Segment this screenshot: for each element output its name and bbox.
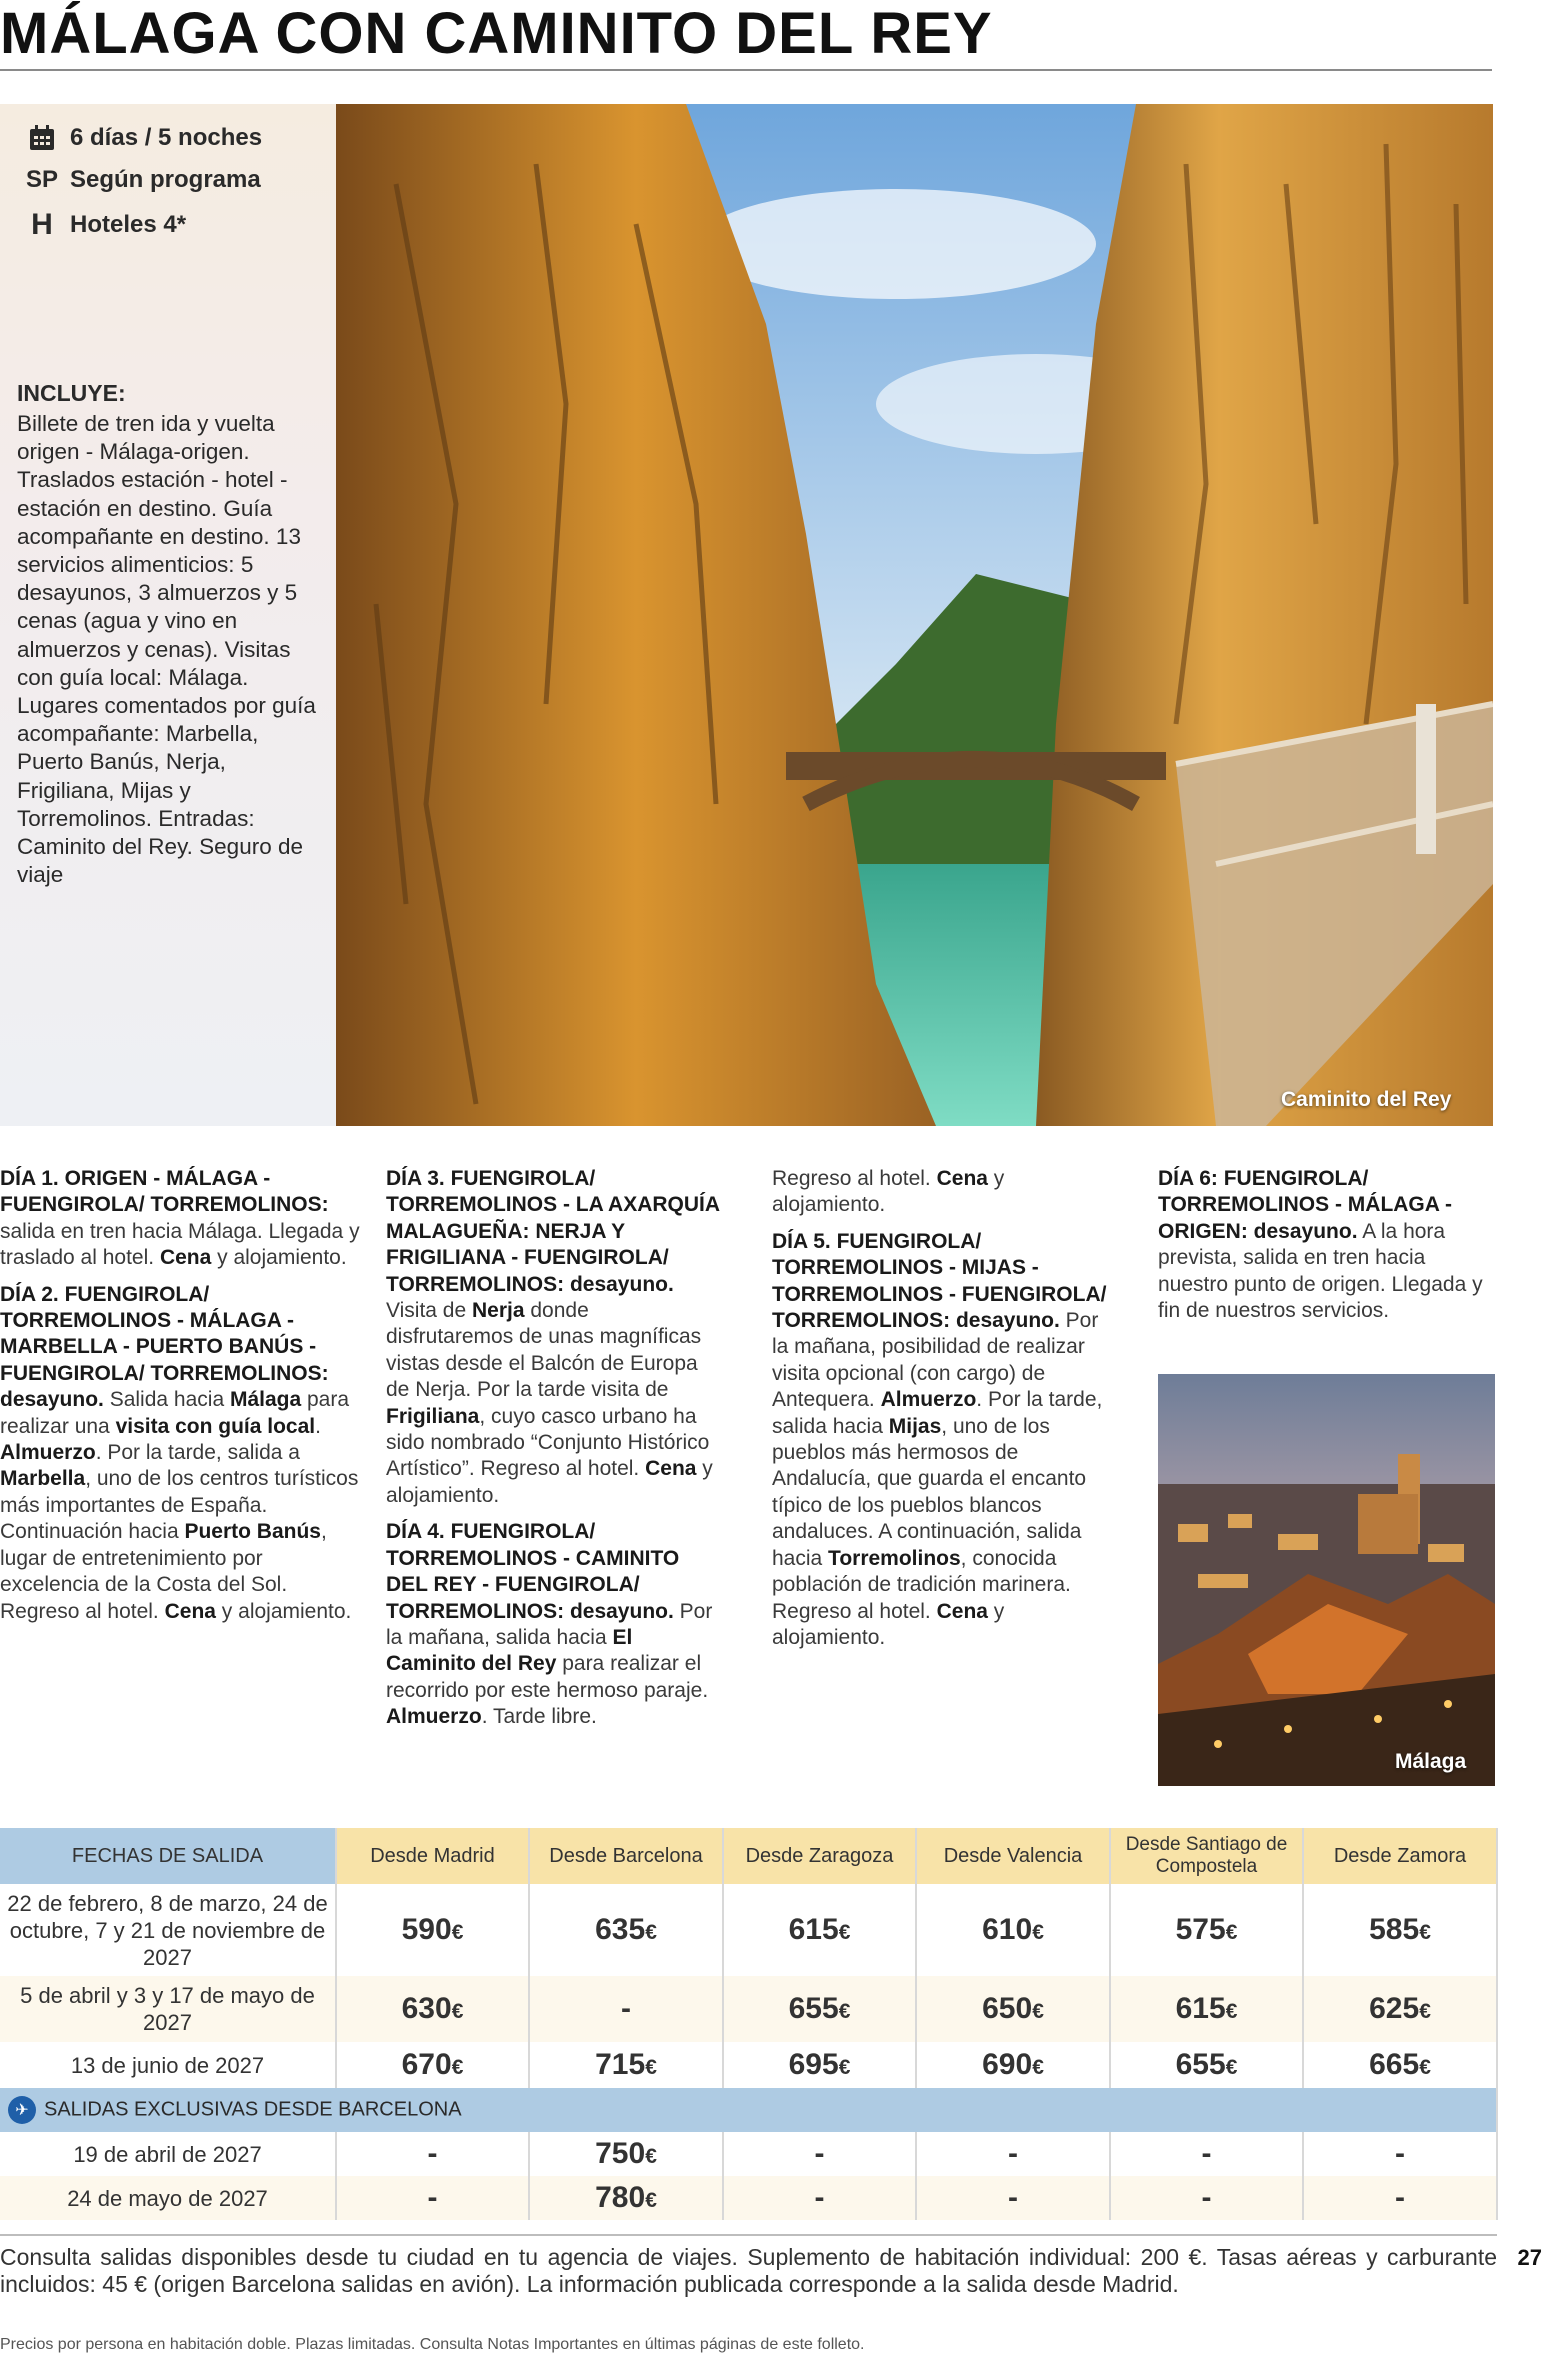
- price-cell: -: [336, 2132, 529, 2176]
- table-row: [0, 2042, 1497, 2088]
- itinerary-col-4: [1158, 1166, 1495, 1334]
- footer-disclaimer: Precios por persona en habitación doble. Plazas limitadas. Consulta Notas Importantes en últimas páginas de este folleto.: [0, 2336, 865, 2353]
- price-cell: 715€: [529, 2042, 723, 2088]
- header-city: Desde Zamora: [1303, 1828, 1497, 1884]
- table-row: [0, 2132, 1497, 2176]
- day-5: DÍA 5. FUENGIROLA/ TORREMOLINOS - MIJAS - TORREMOLINOS - FUENGIROLA/ TORREMOLINOS: desayuno. Por la mañana, posibilidad de realizar visita opcional (con cargo) de Antequera. Almuerzo. Por la tarde, salida hacia Mijas, uno de los pueblos más hermosos de Andalucía, que guarda el encanto típico de los pueblos blancos andaluces. A continuación, salida hacia Torremolinos, conocida población de tradición marinera. Regreso al hotel. Cena y alojamiento.: [772, 1229, 1107, 1649]
- title-divider: [0, 69, 1492, 71]
- table-row: [0, 2176, 1497, 2220]
- price-cell: 590€: [336, 1884, 529, 1976]
- program-text: Según programa: [70, 166, 261, 193]
- malaga-caption: Málaga: [1395, 1750, 1467, 1773]
- itinerary-col-3: [772, 1166, 1117, 1661]
- departure-date: 13 de junio de 2027: [0, 2042, 336, 2088]
- duration-spec: [24, 124, 262, 152]
- price-cell: -: [1110, 2132, 1303, 2176]
- price-cell: 615€: [723, 1884, 916, 1976]
- hotel-text: Hoteles 4*: [70, 211, 187, 238]
- price-cell: -: [529, 1976, 723, 2042]
- program-spec: [24, 166, 261, 194]
- price-cell: -: [723, 2132, 916, 2176]
- itinerary-col-2: [386, 1166, 721, 1741]
- plane-icon: ✈: [8, 2096, 36, 2124]
- price-cell: 635€: [529, 1884, 723, 1976]
- price-cell: 670€: [336, 2042, 529, 2088]
- price-cell: 780€: [529, 2176, 723, 2220]
- price-cell: 690€: [916, 2042, 1110, 2088]
- price-cell: 665€: [1303, 2042, 1497, 2088]
- exclusive-label: SALIDAS EXCLUSIVAS DESDE BARCELONA: [44, 2098, 462, 2121]
- header-city: Desde Barcelona: [529, 1828, 723, 1884]
- price-cell: -: [1303, 2132, 1497, 2176]
- day-6: DÍA 6: FUENGIROLA/ TORREMOLINOS - MÁLAGA - ORIGEN: desayuno. A la hora prevista, salida en tren hacia nuestro punto de origen. Llegada y fin de nuestros servicios.: [1158, 1167, 1483, 1323]
- calendar-icon: [24, 124, 60, 152]
- price-cell: 625€: [1303, 1976, 1497, 2042]
- duration-text: 6 días / 5 noches: [70, 124, 263, 151]
- price-cell: 630€: [336, 1976, 529, 2042]
- table-row: [0, 1884, 1497, 1976]
- departure-date: 19 de abril de 2027: [0, 2132, 336, 2176]
- day-4-continued: Regreso al hotel. Cena y alojamiento.: [772, 1167, 1005, 1217]
- departure-date: 22 de febrero, 8 de marzo, 24 de octubre, 7 y 21 de noviembre de 2027: [0, 1884, 336, 1976]
- header-city: Desde Santiago de Compostela: [1110, 1828, 1303, 1884]
- header-city: Desde Valencia: [916, 1828, 1110, 1884]
- price-cell: 575€: [1110, 1884, 1303, 1976]
- hero-caption: Caminito del Rey: [1281, 1088, 1452, 1111]
- day-4: DÍA 4. FUENGIROLA/ TORREMOLINOS - CAMINITO DEL REY - FUENGIROLA/ TORREMOLINOS: desayuno. Por la mañana, salida hacia El Caminito del Rey para realizar el recorrido por este hermoso paraje. Almuerzo. Tarde libre.: [386, 1520, 713, 1729]
- hotel-spec: [24, 208, 186, 242]
- sp-icon: SP: [25, 166, 58, 193]
- caminito-photo: [336, 104, 1493, 1126]
- day-3: DÍA 3. FUENGIROLA/ TORREMOLINOS - LA AXARQUÍA MALAGUEÑA: NERJA Y FRIGILIANA - FUENGIROLA/ TORREMOLINOS: desayuno. Visita de Nerja donde disfrutaremos de unas magníficas vistas desde el Balcón de Europa de Nerja. Por la tarde visita de Frigiliana, cuyo casco urbano ha sido nombrado “Conjunto Histórico Artístico”. Regreso al hotel. Cena y alojamiento.: [386, 1167, 720, 1507]
- price-cell: 750€: [529, 2132, 723, 2176]
- page-title: MÁLAGA CON CAMINITO DEL REY: [0, 1, 993, 66]
- price-table: [0, 1828, 1498, 2220]
- price-cell: 615€: [1110, 1976, 1303, 2042]
- notes-divider: [0, 2234, 1497, 2236]
- price-cell: -: [1303, 2176, 1497, 2220]
- header-dates: FECHAS DE SALIDA: [0, 1828, 336, 1884]
- price-cell: 585€: [1303, 1884, 1497, 1976]
- header-city: Desde Madrid: [336, 1828, 529, 1884]
- hotel-icon: H: [31, 208, 53, 241]
- price-cell: -: [916, 2176, 1110, 2220]
- table-row: [0, 1976, 1497, 2042]
- itinerary-col-1: [0, 1166, 360, 1635]
- day-1: DÍA 1. ORIGEN - MÁLAGA - FUENGIROLA/ TORREMOLINOS: salida en tren hacia Málaga. Llegada y traslado al hotel. Cena y alojamiento.: [0, 1167, 360, 1270]
- price-cell: -: [1110, 2176, 1303, 2220]
- includes-heading: INCLUYE:: [17, 380, 126, 406]
- info-panel: [0, 104, 336, 1126]
- departure-date: 24 de mayo de 2027: [0, 2176, 336, 2220]
- header-city: Desde Zaragoza: [723, 1828, 916, 1884]
- malaga-photo: [1158, 1374, 1495, 1786]
- page-number: 27: [1517, 2245, 1542, 2270]
- price-cell: 655€: [1110, 2042, 1303, 2088]
- price-cell: 610€: [916, 1884, 1110, 1976]
- price-cell: 655€: [723, 1976, 916, 2042]
- price-cell: -: [723, 2176, 916, 2220]
- price-cell: -: [916, 2132, 1110, 2176]
- day-2: DÍA 2. FUENGIROLA/ TORREMOLINOS - MÁLAGA - MARBELLA - PUERTO BANÚS - FUENGIROLA/ TORREMOLINOS: desayuno. Salida hacia Málaga para realizar una visita con guía local. Almuerzo. Por la tarde, salida a Marbella, uno de los centros turísticos más importantes de España. Continuación hacia Puerto Banús, lugar de entretenimiento por excelencia de la Costa del Sol. Regreso al hotel. Cena y alojamiento.: [0, 1282, 359, 1623]
- conditions-note: Consulta salidas disponibles desde tu ciudad en tu agencia de viajes. Suplemento de habitación individual: 200 €. Tasas aéreas y carburante incluidos: 45 € (origen Barcelona salidas en avión). La información publicada corresponde a la salida desde Madrid.: [0, 2244, 1497, 2297]
- includes-text: Billete de tren ida y vuelta origen - Málaga-origen. Traslados estación - hotel - estación en destino. Guía acompañante en destino. 13 servicios alimenticios: 5 desayunos, 3 almuerzos y 5 cenas (agua y vino en almuerzos y cenas). Visitas con guía local: Málaga. Lugares comentados por guía acompañante: Marbella, Puerto Banús, Nerja, Frigiliana, Mijas y Torremolinos. Entradas: Caminito del Rey. Seguro de viaje: [17, 411, 316, 888]
- price-cell: 650€: [916, 1976, 1110, 2042]
- exclusive-departures-band: [0, 2088, 1497, 2132]
- price-cell: -: [336, 2176, 529, 2220]
- price-cell: 695€: [723, 2042, 916, 2088]
- departure-date: 5 de abril y 3 y 17 de mayo de 2027: [0, 1976, 336, 2042]
